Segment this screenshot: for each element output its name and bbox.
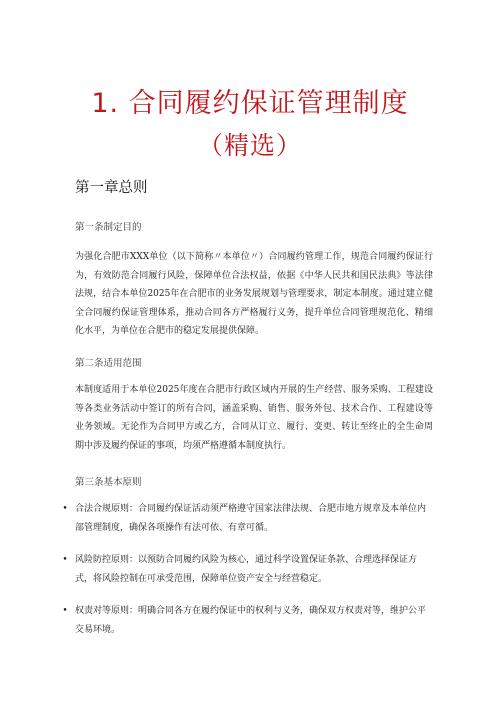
- paragraph-scope: 本制度适用于本单位2025年度在合肥市行政区域内开展的生产经营、服务采购、工程建设等各类业务活动中签订的所有合同，涵盖采购、销售、服务外包、技术合作、工程建设等业务领域。无论作为合同甲方或乙方，合同从订立、履行、变更、转让至终止的全生命周期中涉及履约保证的事项，均须严格遵循本制度执行。: [75, 385, 433, 451]
- bullet-icon: •: [62, 606, 68, 616]
- list-item: [60, 602, 433, 639]
- paragraph-purpose: 为强化合肥市XXX单位（以下简称〃本单位〃）合同履约管理工作，规范合同履约保证行为，有效防范合同履行风险，保障单位合法权益，依据《中华人民共和国民法典》等法律法规，结合本单位2025年在合肥市的业务发展规划与管理要求，制定本制度。通过建立健全合同履约保证管理体系，推动合同各方严格履行义务，提升单位合同管理规范化、精细化水平，为单位在合肥市的稳定发展提供保障。: [75, 252, 433, 336]
- list-item-text: 权责对等原则：明确合同各方在履约保证中的权利与义务，确保双方权责对等，维护公平交易环境。: [75, 606, 427, 635]
- document-title: [0, 84, 500, 166]
- chapter-heading: 第一章总则: [75, 180, 148, 196]
- section-heading-scope: 第二条适用范围: [75, 358, 142, 369]
- title-line-1: 1. 合同履约保证管理制度: [91, 88, 409, 119]
- title-line-2: （精选）: [197, 131, 302, 160]
- principles-list: [60, 500, 433, 639]
- list-item: [60, 500, 433, 537]
- section-heading-principles: 第三条基本原则: [75, 477, 142, 488]
- bullet-icon: •: [62, 555, 68, 565]
- section-heading-purpose: 第一条制定目的: [75, 222, 142, 233]
- list-item: [60, 551, 433, 588]
- list-item-text: 风险防控原则：以预防合同履约风险为核心，通过科学设置保证条款、合理选择保证方式，将风险控制在可承受范围，保障单位资产安全与经营稳定。: [75, 555, 418, 584]
- list-item-text: 合法合规原则：合同履约保证活动须严格遵守国家法律法规、合肥市地方规章及本单位内部管理制度，确保各项操作有法可依、有章可循。: [75, 504, 427, 533]
- bullet-icon: •: [62, 504, 68, 514]
